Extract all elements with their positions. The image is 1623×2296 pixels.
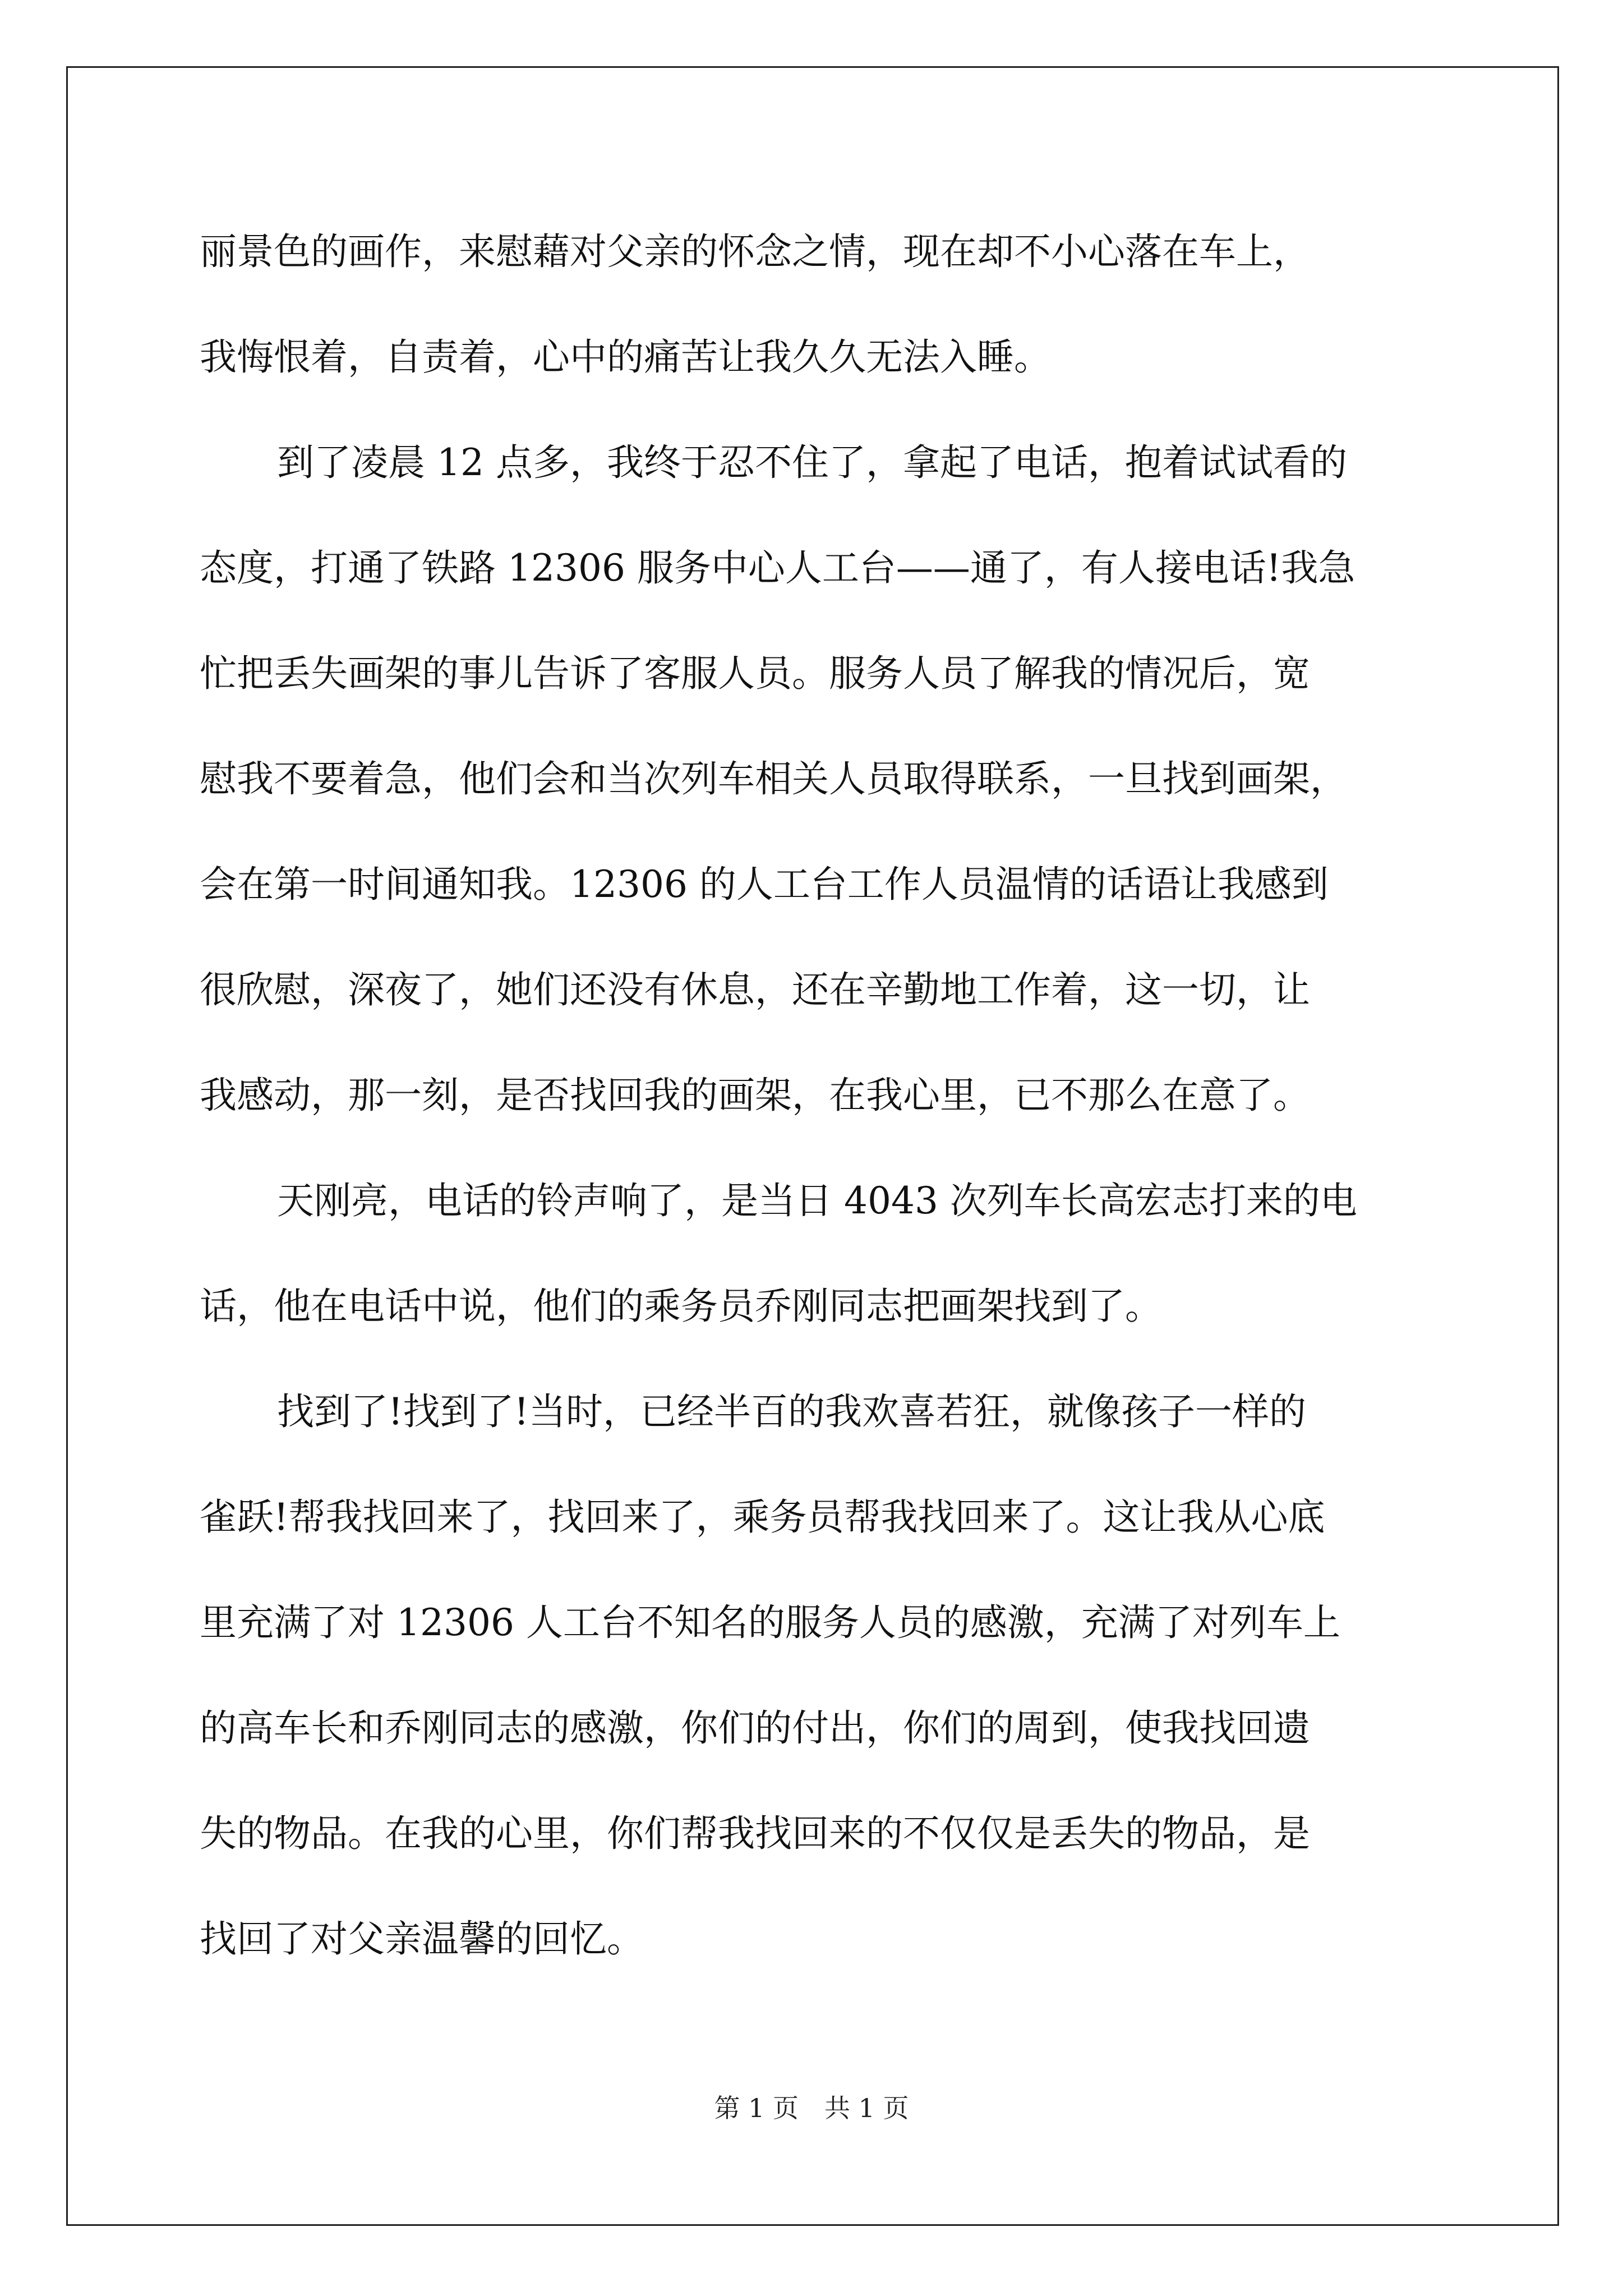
- text-line: 里充满了对 12306 人工台不知名的服务人员的感激，充满了对列车上: [200, 1601, 1340, 1644]
- text-line: 天刚亮，电话的铃声响了，是当日 4043 次列车长高宏志打来的电: [277, 1179, 1357, 1222]
- text-line: 话，他在电话中说，他们的乘务员乔刚同志把画架找到了。: [200, 1285, 1162, 1328]
- text-line: 态度，打通了铁路 12306 服务中心人工台——通了，有人接电话!我急: [200, 546, 1355, 590]
- text-line: 会在第一时间通知我。12306 的人工台工作人员温情的话语让我感到: [200, 863, 1329, 906]
- page-footer: 第 1 页 共 1 页: [714, 2093, 909, 2123]
- text-line: 我感动，那一刻，是否找回我的画架，在我心里，已不那么在意了。: [200, 1074, 1310, 1117]
- text-line: 忙把丢失画架的事儿告诉了客服人员。服务人员了解我的情况后，宽: [200, 652, 1310, 695]
- text-line: 找到了!找到了!当时，已经半百的我欢喜若狂，就像孩子一样的: [277, 1390, 1307, 1433]
- text-line: 我悔恨着，自责着，心中的痛苦让我久久无法入睡。: [200, 335, 1051, 379]
- text-line: 雀跃!帮我找回来了，找回来了，乘务员帮我找回来了。这让我从心底: [200, 1496, 1325, 1539]
- text-line: 丽景色的画作，来慰藉对父亲的怀念之情，现在却不小心落在车上，: [200, 230, 1310, 273]
- text-line: 到了凌晨 12 点多，我终于忍不住了，拿起了电话，抱着试试看的: [277, 441, 1347, 484]
- text-line: 的高车长和乔刚同志的感激，你们的付出，你们的周到，使我找回遗: [200, 1706, 1310, 1750]
- document-body: [200, 199, 1433, 1992]
- text-line: 慰我不要着急，他们会和当次列车相关人员取得联系，一旦找到画架，: [200, 757, 1347, 800]
- text-line: 很欣慰，深夜了，她们还没有休息，还在辛勤地工作着，这一切，让: [200, 968, 1310, 1011]
- text-line: 找回了对父亲温馨的回忆。: [200, 1917, 644, 1961]
- text-line: 失的物品。在我的心里，你们帮我找回来的不仅仅是丢失的物品，是: [200, 1812, 1310, 1855]
